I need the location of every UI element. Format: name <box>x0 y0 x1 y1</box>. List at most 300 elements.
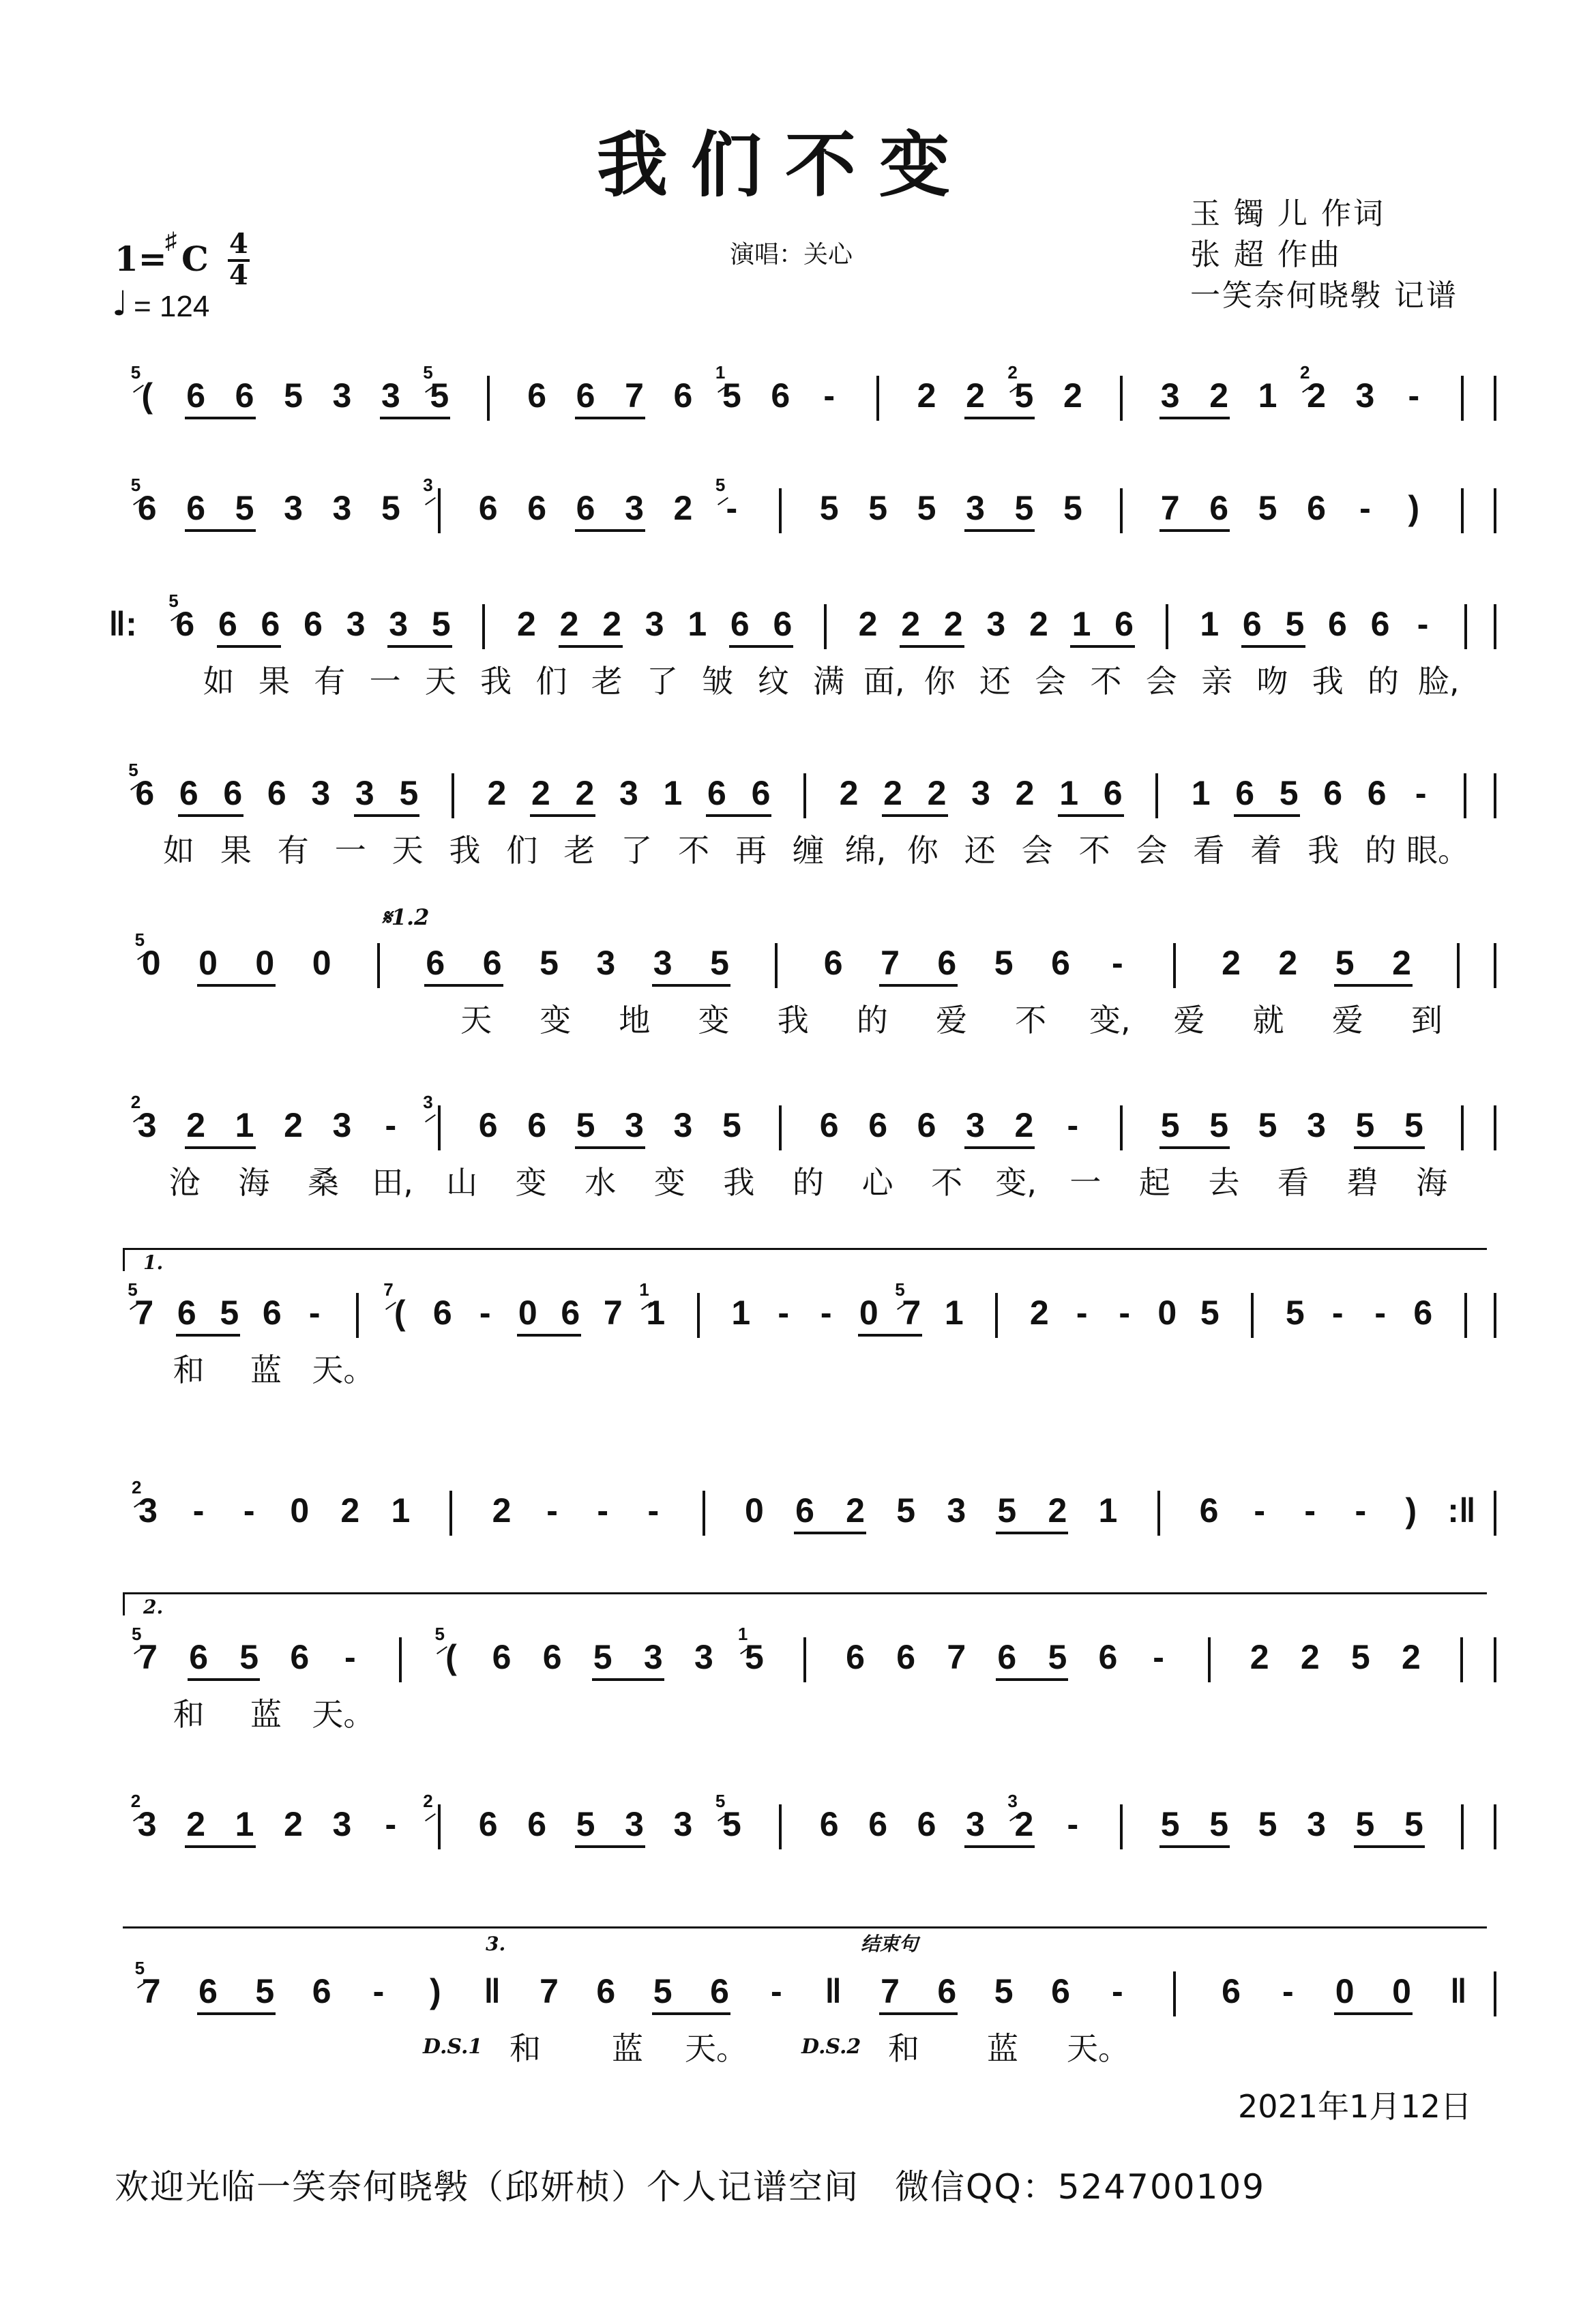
note: 0 <box>141 944 161 982</box>
note: 6 <box>710 1972 729 2010</box>
grace-note: 2 <box>1007 362 1018 383</box>
barline <box>482 604 485 649</box>
lyric-syllable: 你 <box>923 663 956 700</box>
barline <box>438 1105 441 1150</box>
note: 6 <box>492 1638 512 1676</box>
grace-note-tail <box>425 1114 436 1122</box>
lyric-syllable: 爱 <box>1173 1002 1205 1039</box>
note: 6 <box>1235 774 1255 812</box>
note: 3 <box>625 489 644 527</box>
note: 2 <box>1250 1638 1269 1676</box>
dash-extension: - <box>1374 1294 1387 1332</box>
beam-underline <box>197 984 276 987</box>
note: 2 <box>487 774 507 812</box>
lyric-syllable: 变 <box>653 1164 685 1201</box>
note: 5 <box>1209 1106 1229 1144</box>
barline <box>438 488 441 533</box>
score-row <box>0 1477 1596 1575</box>
note: 5 <box>576 1805 595 1843</box>
note: 0 <box>1157 1294 1177 1332</box>
lyric-syllable: 天。 <box>685 2030 748 2067</box>
row-end-barline <box>1494 943 1496 988</box>
lyric-syllable: 一 <box>369 663 401 700</box>
beam-underline <box>882 814 948 817</box>
lyric-syllable: 沧 <box>168 1164 201 1201</box>
row-end-barline <box>1494 1491 1496 1536</box>
note: 6 <box>218 605 237 643</box>
note: 6 <box>267 774 286 812</box>
composer-credit: 张 超 作曲 <box>1190 237 1342 272</box>
note: 2 <box>1029 1294 1049 1332</box>
key-sharp: ♯ <box>165 228 177 254</box>
dash-extension: - <box>823 376 836 415</box>
barline <box>377 943 380 988</box>
note: 6 <box>596 1972 616 2010</box>
note: 3 <box>284 489 303 527</box>
note: 3 <box>986 605 1006 643</box>
lyric-syllable: 去 <box>1208 1164 1240 1201</box>
note: 6 <box>527 1805 547 1843</box>
note: 1 <box>1059 774 1078 812</box>
barline <box>703 1491 705 1536</box>
lyric-syllable: 满 <box>813 663 844 700</box>
grace-note: 5 <box>715 475 726 495</box>
beam-underline <box>178 814 244 817</box>
barline <box>775 943 778 988</box>
beam-underline <box>1159 529 1230 532</box>
note: 2 <box>559 605 579 643</box>
note: 7 <box>625 376 644 415</box>
beam-underline <box>185 529 255 532</box>
note: 0 <box>290 1491 310 1530</box>
beam-underline <box>176 1334 241 1337</box>
lyric-syllable: 和 <box>173 1696 205 1733</box>
note: 2 <box>1278 944 1298 982</box>
double-barline: :‖ <box>1447 1491 1476 1530</box>
note: 6 <box>478 1805 498 1843</box>
lyric-syllable: 会 <box>1136 832 1168 869</box>
time-top: 4 <box>229 228 248 260</box>
beam-underline <box>387 645 452 648</box>
score-row <box>0 1933 1596 2067</box>
lyric-syllable: 亲 <box>1201 663 1233 700</box>
beam-underline <box>185 417 255 419</box>
row-end-barline <box>1494 1804 1496 1849</box>
beam-underline <box>879 2012 958 2015</box>
note: 7 <box>540 1972 559 2010</box>
lyricist-credit: 玉 镯 儿 作词 <box>1190 196 1385 231</box>
lyric-syllable: 的 <box>1368 663 1400 700</box>
lyric-syllable: 了 <box>647 663 679 700</box>
lyric-syllable: 的 <box>793 1164 824 1201</box>
note: 1 <box>944 1294 964 1332</box>
note: 0 <box>1335 1972 1355 2010</box>
beam-underline <box>652 984 730 987</box>
parenthesis: ) <box>430 1972 441 2010</box>
note: 6 <box>312 1972 331 2010</box>
parenthesis: ( <box>141 376 153 415</box>
lyric-syllable: 我 <box>480 663 512 700</box>
lyric-syllable: 看 <box>1193 832 1225 869</box>
beam-underline <box>1159 1146 1230 1149</box>
barline <box>824 604 827 649</box>
dash-extension: - <box>1153 1638 1164 1676</box>
dash-extension: - <box>1417 605 1429 643</box>
note: 6 <box>1307 489 1326 527</box>
note: 5 <box>722 376 741 415</box>
note: 6 <box>478 489 498 527</box>
lyric-syllable: 们 <box>535 663 567 700</box>
score-row <box>0 362 1596 460</box>
note: 0 <box>859 1294 878 1332</box>
note: 7 <box>1160 489 1180 527</box>
note: 5 <box>653 1972 673 2010</box>
beam-underline <box>575 417 645 419</box>
note: 2 <box>186 1805 206 1843</box>
barline <box>1461 1804 1464 1849</box>
barline <box>1457 943 1460 988</box>
beam-underline <box>1159 1845 1230 1848</box>
note: 5 <box>1350 1638 1370 1676</box>
note: 6 <box>819 1805 839 1843</box>
grace-note: 5 <box>130 362 141 383</box>
beam-underline <box>964 1146 1035 1149</box>
score-row <box>0 760 1596 869</box>
lyric-syllable: 果 <box>220 832 252 869</box>
lyric-syllable: 不 <box>1078 832 1110 869</box>
row-end-barline <box>1494 1971 1496 2016</box>
segno-mark: 𝄋1.2 <box>382 904 430 930</box>
beam-underline <box>1234 814 1300 817</box>
beam-underline <box>185 1146 255 1149</box>
note: 5 <box>1258 1805 1277 1843</box>
barline <box>1120 376 1123 421</box>
grace-note: 1 <box>737 1624 748 1644</box>
lyric-syllable: 蓝 <box>987 2030 1018 2067</box>
dash-extension: - <box>546 1491 558 1530</box>
dash-extension: - <box>726 489 738 527</box>
note: 6 <box>1209 489 1229 527</box>
note: 7 <box>902 1294 921 1332</box>
note: 0 <box>518 1294 537 1332</box>
lyric-syllable: 面, <box>863 663 905 700</box>
note: 6 <box>561 1294 580 1332</box>
note: 6 <box>542 1638 562 1676</box>
beam-underline <box>879 984 958 987</box>
volta-three: 3. <box>486 1933 506 1955</box>
lyric-syllable: 一 <box>1069 1164 1102 1201</box>
note: 6 <box>823 944 843 982</box>
note: 3 <box>332 376 352 415</box>
note: 5 <box>722 1106 741 1144</box>
note: 5 <box>1285 605 1305 643</box>
note: 1 <box>235 1805 254 1843</box>
lyric-syllable: 果 <box>258 663 290 700</box>
note: 5 <box>745 1638 764 1676</box>
note: 5 <box>220 1294 239 1332</box>
note: 5 <box>576 1106 595 1144</box>
note: 7 <box>134 1294 154 1332</box>
beam-underline <box>1241 645 1306 648</box>
beam-underline <box>424 984 503 987</box>
note: 6 <box>1413 1294 1433 1332</box>
score-row <box>0 904 1596 1039</box>
grace-note: 2 <box>423 1791 433 1811</box>
lyric-syllable: 海 <box>1416 1164 1448 1201</box>
barline <box>803 1637 806 1682</box>
beam-underline <box>188 1678 260 1681</box>
parenthesis: ) <box>1405 1491 1417 1530</box>
note: 3 <box>625 1805 644 1843</box>
note: 5 <box>239 1638 259 1676</box>
note: 7 <box>947 1638 966 1676</box>
beam-underline <box>858 1334 923 1337</box>
note: 1 <box>663 774 683 812</box>
grace-note: 3 <box>423 1092 433 1112</box>
note: 2 <box>602 605 621 643</box>
note: 3 <box>1355 376 1375 415</box>
dash-extension: - <box>1331 1294 1344 1332</box>
note: 5 <box>1209 1805 1229 1843</box>
dash-extension: - <box>192 1491 205 1530</box>
dash-extension: - <box>820 1294 832 1332</box>
barline <box>1120 488 1123 533</box>
note: 5 <box>1355 1106 1375 1144</box>
beam-underline <box>1334 2012 1413 2015</box>
dash-extension: - <box>1076 1294 1088 1332</box>
lyric-syllable: 天。 <box>312 1696 375 1733</box>
note: 6 <box>198 1972 218 2010</box>
note: 6 <box>707 774 726 812</box>
beam-underline <box>217 645 282 648</box>
row-end-barline <box>1494 1105 1496 1150</box>
note: 2 <box>531 774 550 812</box>
dash-extension: - <box>1254 1491 1265 1530</box>
lyric-syllable: 我 <box>1312 663 1344 700</box>
note: 2 <box>1014 1106 1034 1144</box>
note: 6 <box>527 1106 547 1144</box>
lyric-syllable: 水 <box>585 1164 617 1201</box>
parenthesis: ( <box>394 1294 406 1332</box>
lyric-syllable: 会 <box>1035 663 1067 700</box>
grace-note: 5 <box>132 1624 142 1644</box>
beam-underline <box>996 1532 1068 1534</box>
lyric-syllable: 老 <box>563 832 595 869</box>
grace-note: 1 <box>715 362 726 383</box>
note: 3 <box>137 1805 157 1843</box>
note: 2 <box>1222 944 1241 982</box>
note: 6 <box>262 1294 282 1332</box>
note: 5 <box>868 489 888 527</box>
lyric-syllable: 不 <box>678 832 710 869</box>
note: 5 <box>255 1972 275 2010</box>
barline <box>995 1293 998 1338</box>
beam-underline <box>1354 1845 1424 1848</box>
note: 2 <box>575 774 595 812</box>
lyric-syllable: 绵, <box>844 832 887 869</box>
note: 6 <box>175 605 195 643</box>
row-end-barline <box>1494 773 1496 818</box>
lyric-syllable: 还 <box>964 832 996 869</box>
lyric-syllable: 天。 <box>312 1352 375 1388</box>
repeat-start-sign: ‖: <box>108 605 137 643</box>
note: 3 <box>971 774 990 812</box>
note: 6 <box>896 1638 916 1676</box>
note: 1 <box>731 1294 751 1332</box>
date: 2021年1月12日 <box>1238 2088 1472 2125</box>
note: 5 <box>284 376 303 415</box>
note: 5 <box>1355 1805 1375 1843</box>
grace-note: 3 <box>1007 1791 1018 1811</box>
barline <box>1173 1971 1176 2016</box>
note: 6 <box>751 774 771 812</box>
note: 3 <box>332 489 352 527</box>
note: 2 <box>1401 1638 1421 1676</box>
grace-note: 5 <box>134 929 145 950</box>
note: 2 <box>839 774 859 812</box>
note: 2 <box>284 1106 303 1144</box>
note: 5 <box>819 489 839 527</box>
barline <box>487 376 490 421</box>
note: 5 <box>1063 489 1082 527</box>
grace-note: 1 <box>639 1279 649 1300</box>
note: 5 <box>994 1972 1014 2010</box>
note: 3 <box>332 1106 352 1144</box>
note: 6 <box>1328 605 1347 643</box>
note: 6 <box>432 1294 452 1332</box>
lyric-syllable: 脸, <box>1418 663 1460 700</box>
note: 6 <box>771 376 790 415</box>
note: 5 <box>1160 1805 1180 1843</box>
dash-extension: - <box>597 1491 609 1530</box>
note: 7 <box>141 1972 161 2010</box>
note: 5 <box>1285 1294 1305 1332</box>
note: 3 <box>1307 1106 1326 1144</box>
note: 3 <box>619 774 638 812</box>
volta-hook <box>123 1248 125 1271</box>
barline <box>1464 773 1466 818</box>
note: 2 <box>284 1805 303 1843</box>
time-bottom: 4 <box>229 259 248 291</box>
note: 6 <box>1370 605 1390 643</box>
note: 6 <box>773 605 793 643</box>
lyric-syllable: 看 <box>1277 1164 1310 1201</box>
grace-note: 2 <box>132 1477 142 1498</box>
note: 0 <box>198 944 218 982</box>
note: 3 <box>346 605 366 643</box>
double-barline: ‖ <box>825 1972 842 2010</box>
beam-underline <box>1058 814 1124 817</box>
lyric-syllable: 心 <box>861 1164 893 1201</box>
note: 5 <box>430 376 449 415</box>
note: 3 <box>966 1805 985 1843</box>
barline <box>1461 1105 1464 1150</box>
note: 5 <box>540 944 559 982</box>
note: 3 <box>355 774 374 812</box>
grace-note: 2 <box>1300 362 1310 383</box>
note: 3 <box>311 774 331 812</box>
note: 6 <box>1242 605 1262 643</box>
note: 6 <box>186 376 206 415</box>
note: 2 <box>1209 376 1229 415</box>
dash-extension: - <box>778 1294 790 1332</box>
note: 6 <box>304 605 323 643</box>
barline <box>1120 1105 1123 1150</box>
barline <box>779 1804 782 1849</box>
grace-note: 5 <box>715 1791 726 1811</box>
beam-underline <box>996 1678 1068 1681</box>
lyric-syllable: 的 <box>1365 832 1397 869</box>
grace-note: 2 <box>130 1092 141 1112</box>
note: 3 <box>138 1491 158 1530</box>
note: 6 <box>235 376 254 415</box>
note: 2 <box>943 605 963 643</box>
barline <box>1461 376 1464 421</box>
note: 7 <box>603 1294 623 1332</box>
parenthesis: ( <box>445 1638 457 1676</box>
note: 5 <box>710 944 729 982</box>
volta-number: 1. <box>143 1251 164 1274</box>
note: 2 <box>1300 1638 1320 1676</box>
lyric-syllable: 蓝 <box>612 2030 643 2067</box>
volta-bracket-left <box>123 1926 1487 1928</box>
note: 1 <box>1200 605 1220 643</box>
double-barline: ‖ <box>484 1972 501 2010</box>
note: 6 <box>527 489 547 527</box>
grace-note: 3 <box>423 475 433 495</box>
dash-extension: - <box>372 1972 385 2010</box>
note: 1 <box>688 605 707 643</box>
beam-underline <box>575 1845 645 1848</box>
note: 5 <box>1048 1638 1067 1676</box>
quarter-note-icon: ♩ <box>112 284 128 323</box>
note: 3 <box>694 1638 713 1676</box>
note: 5 <box>896 1491 916 1530</box>
note: 3 <box>389 605 409 643</box>
dash-extension: - <box>1119 1294 1131 1332</box>
note: 1 <box>1258 376 1277 415</box>
beam-underline <box>652 2012 730 2015</box>
score-row <box>0 1596 1596 1733</box>
note: 1 <box>1191 774 1211 812</box>
dash-extension: - <box>385 1106 397 1144</box>
lyric-syllable: 天 <box>424 663 456 700</box>
note: 6 <box>527 376 547 415</box>
barline <box>452 773 454 818</box>
transcriber-credit: 一笑奈何晓斅 记谱 <box>1190 278 1458 313</box>
note: 7 <box>881 944 900 982</box>
note: 2 <box>1307 376 1326 415</box>
note: 3 <box>947 1491 966 1530</box>
row-end-barline <box>1494 1293 1496 1338</box>
lyric-syllable: 和 <box>888 2030 919 2067</box>
note: 6 <box>917 1106 936 1144</box>
note: 3 <box>1160 376 1180 415</box>
note: 3 <box>381 376 400 415</box>
score-row <box>0 1251 1596 1388</box>
score-row <box>0 475 1596 573</box>
grace-note: 5 <box>134 1958 145 1978</box>
lyric-syllable: 我 <box>1307 832 1340 869</box>
grace-note: 5 <box>423 362 433 383</box>
lyric-syllable: 起 <box>1138 1164 1170 1201</box>
note: 2 <box>966 376 985 415</box>
note: 2 <box>927 774 947 812</box>
lyric-syllable: 还 <box>979 663 1011 700</box>
lyric-syllable: 天 <box>460 1002 492 1039</box>
note: 3 <box>645 605 664 643</box>
lyric-syllable: 变 <box>540 1002 572 1039</box>
